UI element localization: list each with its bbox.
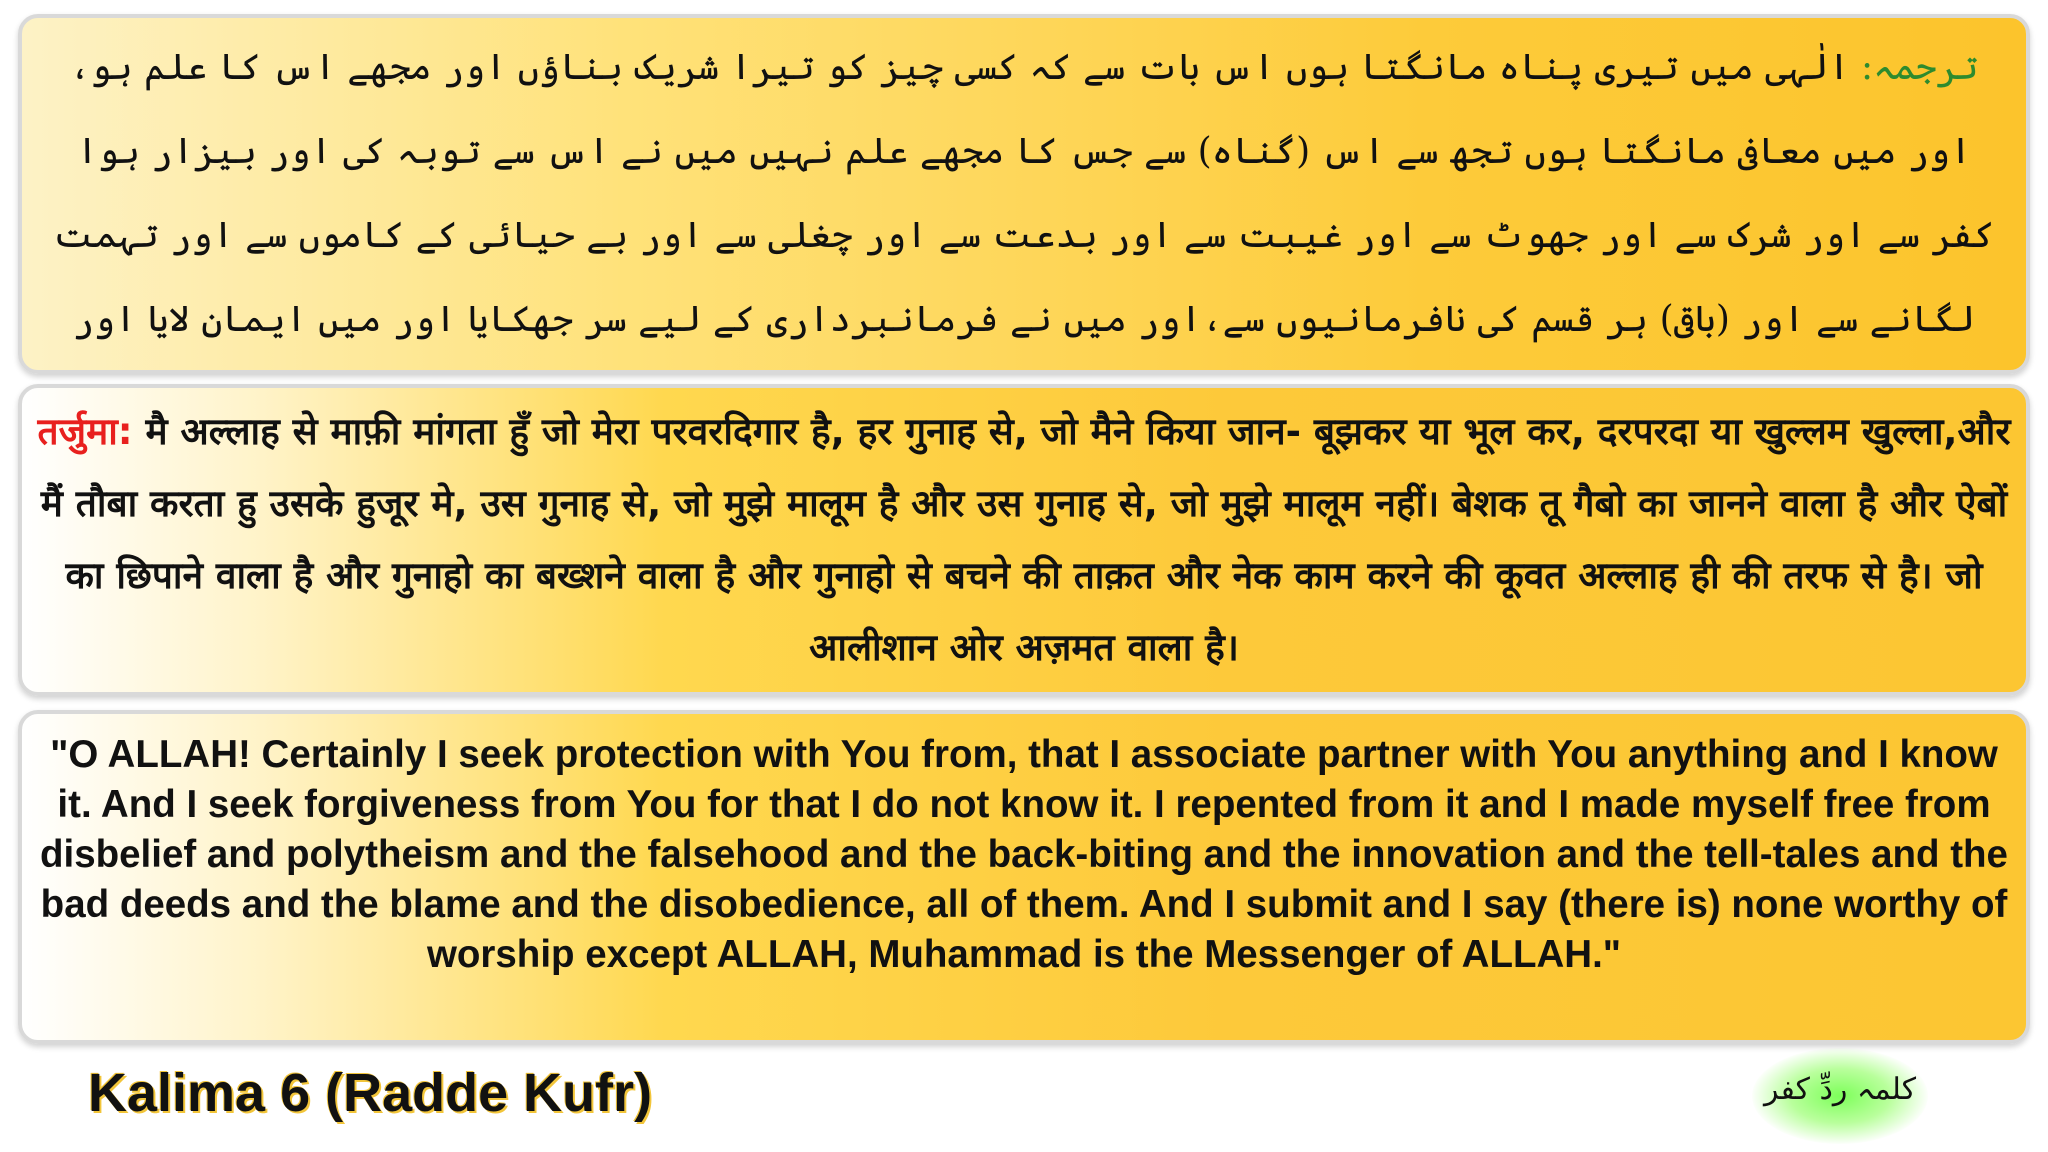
urdu-title-badge-text: کلمہ ردِّ کفر	[1763, 1072, 1917, 1107]
hindi-translation-label: तर्जुमा:	[37, 410, 133, 453]
hindi-translation-panel	[18, 384, 2030, 696]
english-translation-text: "O ALLAH! Certainly I seek protection with You from, that I associate partner with You anything and I know it. And I seek forgiveness from You for that I do not know it. I repented from it and I made myself free from disbelief and polytheism and the falsehood and the back-biting and the innovation and the tell-tales and the bad deeds and the blame and the disobedience, all of them. And I submit and I say (there is) none worthy of worship except ALLAH, Muhammad is the Messenger of ALLAH."	[40, 733, 2008, 976]
urdu-translation-paragraph	[22, 18, 2026, 374]
hindi-translation-paragraph	[22, 388, 2026, 684]
page-title: Kalima 6 (Radde Kufr)	[88, 1063, 653, 1123]
urdu-translation-text: الٰہی میں تیری پناہ مانگتا ہوں اس بات سے کہ کسی چیز کو تیرا شریک بناؤں اور مجھے اس کا علم ہو، اور میں معافی مانگتا ہوں تجھ سے اس (گناہ) سے جس کا مجھے علم نہیں میں نے اس سے توبہ کی اور بیزار ہوا کفر سے اور شرک سے اور جھوٹ سے اور غیبت سے اور بدعت سے اور چغلی سے اور بے حیائی کے کاموں سے اور تہمت لگانے سے اور (باقی) ہر قسم کی نافرمانیوں سے،اور میں نے فرمانبرداری کے لیے سر جھکایا اور میں ایمان لایا اور	[53, 47, 1995, 340]
urdu-translation-label: ترجمہ:	[1861, 47, 1979, 88]
urdu-translation-panel	[18, 14, 2030, 374]
hindi-translation-text: मै अल्लाह से माफ़ी मांगता हुँ जो मेरा परवरदिगार है, हर गुनाह से, जो मैने किया जान- बूझकर या भूल कर, दरपरदा या खुल्लम खुल्ला,और मैं तौबा करता हु उसके हुजूर मे, उस गुनाह से, जो मुझे मालूम है और उस गुनाह से, जो मुझे मालूम नहीं। बेशक तू गैबो का जानने वाला है और ऐबों का छिपाने वाला है और गुनाहो का बख्शने वाला है और गुनाहो से बचने की ताक़त और नेक काम करने की कूवत अल्लाह ही की तरफ से है। जो आलीशान ओर अज़मत वाला है।	[40, 410, 2011, 669]
english-translation-panel	[18, 710, 2030, 1044]
urdu-title-badge	[1752, 1048, 1928, 1144]
